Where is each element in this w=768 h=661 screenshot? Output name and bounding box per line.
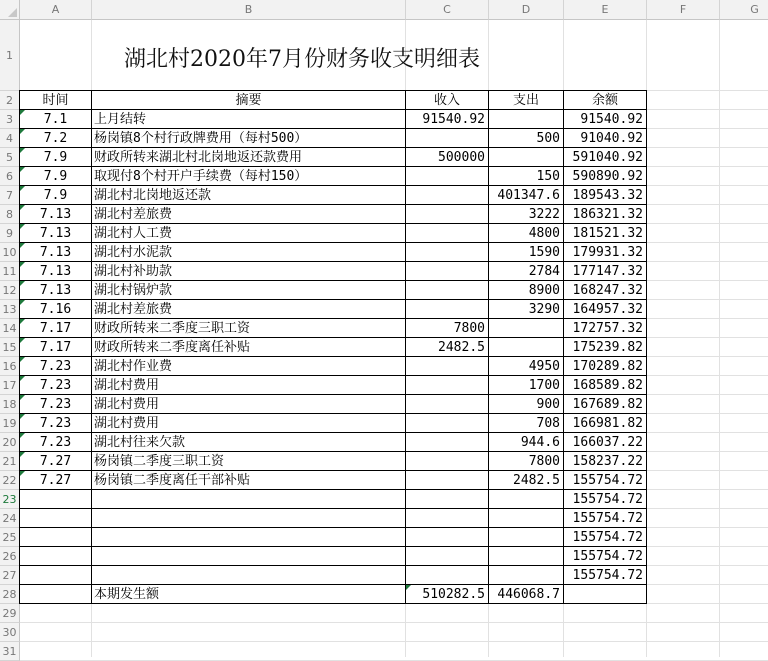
row-header[interactable]: 1 xyxy=(0,20,20,91)
expense-cell[interactable]: 4950 xyxy=(528,359,560,374)
row-header[interactable]: 31 xyxy=(0,642,20,661)
row-header[interactable]: 9 xyxy=(0,224,20,243)
income-cell[interactable]: 2482.5 xyxy=(438,340,485,355)
date-cell[interactable]: 7.16 xyxy=(39,302,72,317)
green-error-marker xyxy=(406,585,411,590)
date-cell[interactable]: 7.23 xyxy=(39,359,72,374)
description-cell[interactable]: 杨岗镇8个村行政牌费用（每村500） xyxy=(94,131,308,146)
balance-cell[interactable]: 155754.72 xyxy=(572,473,643,488)
income-cell[interactable] xyxy=(406,433,488,451)
description-cell[interactable]: 湖北村北岗地返还款 xyxy=(94,188,212,203)
income-cell[interactable] xyxy=(406,376,488,394)
description-cell[interactable]: 湖北村费用 xyxy=(94,378,160,393)
row-header[interactable]: 12 xyxy=(0,281,20,300)
balance-cell[interactable]: 179931.32 xyxy=(572,245,643,260)
row-header[interactable]: 29 xyxy=(0,604,20,623)
income-cell[interactable]: 500000 xyxy=(438,150,485,165)
expense-cell[interactable] xyxy=(489,566,563,584)
expense-cell[interactable] xyxy=(489,319,563,337)
income-cell[interactable] xyxy=(406,395,488,413)
balance-cell[interactable]: 166037.22 xyxy=(572,435,643,450)
header-cell[interactable]: 支出 xyxy=(512,93,539,108)
expense-cell[interactable] xyxy=(489,148,563,166)
gridline xyxy=(719,20,720,657)
description-cell[interactable]: 上月结转 xyxy=(94,112,147,127)
balance-cell[interactable]: 158237.22 xyxy=(572,454,643,469)
header-cell[interactable]: 摘要 xyxy=(235,93,262,108)
income-cell[interactable] xyxy=(406,224,488,242)
green-error-marker xyxy=(20,167,25,172)
green-error-marker xyxy=(20,129,25,134)
date-cell[interactable]: 7.23 xyxy=(39,397,72,412)
income-cell[interactable] xyxy=(406,129,488,147)
row-header[interactable]: 22 xyxy=(0,471,20,490)
description-cell[interactable]: 杨岗镇二季度三职工资 xyxy=(94,454,225,469)
row-header[interactable]: 14 xyxy=(0,319,20,338)
expense-cell[interactable]: 944.6 xyxy=(520,435,560,450)
balance-cell[interactable]: 175239.82 xyxy=(572,340,643,355)
date-cell[interactable] xyxy=(20,566,91,584)
column-header-f[interactable]: F xyxy=(647,0,720,20)
expense-cell[interactable]: 3290 xyxy=(528,302,560,317)
date-cell[interactable]: 7.9 xyxy=(43,150,68,165)
header-cell[interactable]: 余额 xyxy=(591,93,618,108)
green-error-marker xyxy=(20,300,25,305)
row-header[interactable]: 10 xyxy=(0,243,20,262)
row-header[interactable]: 24 xyxy=(0,509,20,528)
green-error-marker xyxy=(20,205,25,210)
date-cell[interactable]: 7.23 xyxy=(39,435,72,450)
date-cell[interactable]: 7.1 xyxy=(43,112,68,127)
balance-cell[interactable]: 168589.82 xyxy=(572,378,643,393)
row-header[interactable]: 8 xyxy=(0,205,20,224)
date-cell[interactable]: 7.23 xyxy=(39,416,72,431)
green-error-marker xyxy=(20,376,25,381)
row-header[interactable]: 20 xyxy=(0,433,20,452)
expense-cell[interactable]: 150 xyxy=(536,169,560,184)
description-cell[interactable] xyxy=(92,490,405,508)
balance-cell[interactable]: 155754.72 xyxy=(572,511,643,526)
description-cell[interactable]: 取现付8个村开户手续费（每村150） xyxy=(94,169,308,184)
balance-cell[interactable]: 155754.72 xyxy=(572,492,643,507)
date-cell[interactable] xyxy=(20,547,91,565)
row-header[interactable]: 17 xyxy=(0,376,20,395)
gridline xyxy=(20,622,768,623)
balance-cell[interactable]: 591040.92 xyxy=(572,150,643,165)
row-header[interactable]: 7 xyxy=(0,186,20,205)
date-cell[interactable]: 7.27 xyxy=(39,473,72,488)
row-header[interactable]: 3 xyxy=(0,110,20,129)
balance-cell[interactable]: 590890.92 xyxy=(572,169,643,184)
date-cell[interactable] xyxy=(20,528,91,546)
balance-cell[interactable]: 167689.82 xyxy=(572,397,643,412)
column-header-e[interactable]: E xyxy=(564,0,647,20)
green-error-marker xyxy=(20,243,25,248)
balance-cell[interactable]: 177147.32 xyxy=(572,264,643,279)
expense-cell[interactable]: 8900 xyxy=(528,283,560,298)
expense-cell[interactable]: 401347.6 xyxy=(497,188,560,203)
income-cell[interactable] xyxy=(406,414,488,432)
description-cell[interactable]: 湖北村人工费 xyxy=(94,226,173,241)
balance-cell[interactable]: 172757.32 xyxy=(572,321,643,336)
date-cell[interactable]: 7.2 xyxy=(43,131,68,146)
income-cell[interactable] xyxy=(406,509,488,527)
table-border xyxy=(19,603,647,604)
balance-cell[interactable]: 91540.92 xyxy=(580,112,643,127)
date-cell[interactable]: 7.13 xyxy=(39,207,72,222)
income-cell[interactable] xyxy=(406,262,488,280)
row-header[interactable]: 30 xyxy=(0,623,20,642)
row-header[interactable]: 19 xyxy=(0,414,20,433)
total-label-cell[interactable]: 本期发生额 xyxy=(94,587,160,602)
row-header[interactable]: 27 xyxy=(0,566,20,585)
description-cell[interactable]: 湖北村费用 xyxy=(94,416,160,431)
date-cell[interactable]: 7.13 xyxy=(39,245,72,260)
expense-cell[interactable] xyxy=(489,528,563,546)
balance-cell[interactable]: 168247.32 xyxy=(572,283,643,298)
description-cell[interactable] xyxy=(92,547,405,565)
balance-cell[interactable]: 189543.32 xyxy=(572,188,643,203)
expense-cell[interactable]: 1700 xyxy=(528,378,560,393)
income-cell[interactable]: 7800 xyxy=(453,321,485,336)
expense-cell[interactable] xyxy=(489,490,563,508)
income-cell[interactable] xyxy=(406,471,488,489)
income-cell[interactable] xyxy=(406,490,488,508)
header-cell[interactable]: 收入 xyxy=(433,93,460,108)
income-cell[interactable] xyxy=(406,566,488,584)
date-cell[interactable]: 7.17 xyxy=(39,321,72,336)
description-cell[interactable]: 湖北村水泥款 xyxy=(94,245,173,260)
description-cell[interactable]: 财政所转来湖北村北岗地返还款费用 xyxy=(94,150,303,165)
balance-cell[interactable]: 181521.32 xyxy=(572,226,643,241)
green-error-marker xyxy=(20,224,25,229)
income-cell[interactable] xyxy=(406,452,488,470)
green-error-marker xyxy=(20,262,25,267)
header-cell[interactable]: 时间 xyxy=(42,93,69,108)
income-cell[interactable] xyxy=(406,528,488,546)
row-header[interactable]: 6 xyxy=(0,167,20,186)
expense-cell[interactable]: 4800 xyxy=(528,226,560,241)
expense-cell[interactable] xyxy=(489,509,563,527)
green-error-marker xyxy=(20,148,25,153)
green-error-marker xyxy=(20,338,25,343)
description-cell[interactable]: 杨岗镇二季度离任干部补贴 xyxy=(94,473,251,488)
green-error-marker xyxy=(20,414,25,419)
expense-cell[interactable] xyxy=(489,547,563,565)
income-cell[interactable]: 91540.92 xyxy=(422,112,485,127)
row-header[interactable]: 5 xyxy=(0,148,20,167)
total-expense-cell[interactable]: 446068.7 xyxy=(497,587,560,602)
description-cell[interactable]: 湖北村差旅费 xyxy=(94,302,173,317)
row-header[interactable]: 13 xyxy=(0,300,20,319)
green-error-marker xyxy=(20,357,25,362)
description-cell[interactable]: 湖北村补助款 xyxy=(94,264,173,279)
income-cell[interactable] xyxy=(406,357,488,375)
row-header[interactable]: 28 xyxy=(0,585,20,604)
row-header[interactable]: 15 xyxy=(0,338,20,357)
description-cell[interactable]: 湖北村差旅费 xyxy=(94,207,173,222)
row-header[interactable]: 2 xyxy=(0,91,20,110)
expense-cell[interactable]: 708 xyxy=(536,416,560,431)
income-cell[interactable] xyxy=(406,547,488,565)
row-header[interactable]: 26 xyxy=(0,547,20,566)
gridline xyxy=(20,641,768,642)
row-header[interactable]: 25 xyxy=(0,528,20,547)
select-all-corner[interactable] xyxy=(0,0,20,20)
row-header[interactable]: 23 xyxy=(0,490,20,509)
balance-cell[interactable]: 91040.92 xyxy=(580,131,643,146)
date-cell[interactable]: 7.9 xyxy=(43,169,68,184)
date-cell[interactable]: 7.23 xyxy=(39,378,72,393)
description-cell[interactable]: 湖北村锅炉款 xyxy=(94,283,173,298)
row-header[interactable]: 21 xyxy=(0,452,20,471)
description-cell[interactable]: 湖北村费用 xyxy=(94,397,160,412)
green-error-marker xyxy=(20,281,25,286)
income-cell[interactable] xyxy=(406,243,488,261)
column-header-d[interactable]: D xyxy=(489,0,564,20)
expense-cell[interactable]: 2482.5 xyxy=(513,473,560,488)
column-header-g[interactable]: G xyxy=(720,0,768,20)
balance-cell[interactable]: 170289.82 xyxy=(572,359,643,374)
balance-cell[interactable]: 186321.32 xyxy=(572,207,643,222)
sheet-title: 湖北村2020年7月份财务收支明细表 xyxy=(124,47,480,72)
income-cell[interactable] xyxy=(406,281,488,299)
date-cell[interactable]: 7.13 xyxy=(39,283,72,298)
income-cell[interactable] xyxy=(406,167,488,185)
row-header[interactable]: 16 xyxy=(0,357,20,376)
date-cell[interactable]: 7.27 xyxy=(39,454,72,469)
green-error-marker xyxy=(20,319,25,324)
description-cell[interactable] xyxy=(92,509,405,527)
balance-cell[interactable]: 166981.82 xyxy=(572,416,643,431)
green-error-marker xyxy=(20,186,25,191)
description-cell[interactable] xyxy=(92,566,405,584)
column-header-b[interactable]: B xyxy=(92,0,406,20)
description-cell[interactable]: 财政所转来二季度三职工资 xyxy=(94,321,251,336)
expense-cell[interactable]: 900 xyxy=(536,397,560,412)
balance-cell[interactable]: 164957.32 xyxy=(572,302,643,317)
balance-cell[interactable]: 155754.72 xyxy=(572,549,643,564)
row-header[interactable]: 11 xyxy=(0,262,20,281)
balance-cell[interactable]: 155754.72 xyxy=(572,568,643,583)
expense-cell[interactable]: 1590 xyxy=(528,245,560,260)
expense-cell[interactable]: 7800 xyxy=(528,454,560,469)
balance-cell[interactable]: 155754.72 xyxy=(572,530,643,545)
description-cell[interactable] xyxy=(92,528,405,546)
green-error-marker xyxy=(20,452,25,457)
total-income-cell[interactable]: 510282.5 xyxy=(422,587,485,602)
expense-cell[interactable]: 3222 xyxy=(528,207,560,222)
column-header-c[interactable]: C xyxy=(406,0,489,20)
description-cell[interactable]: 湖北村往来欠款 xyxy=(94,435,186,450)
description-cell[interactable]: 湖北村作业费 xyxy=(94,359,173,374)
expense-cell[interactable] xyxy=(489,338,563,356)
green-error-marker xyxy=(20,395,25,400)
date-cell[interactable]: 7.9 xyxy=(43,188,68,203)
green-error-marker xyxy=(20,110,25,115)
date-cell[interactable]: 7.13 xyxy=(39,264,72,279)
date-cell[interactable] xyxy=(20,509,91,527)
description-cell[interactable]: 财政所转来二季度离任补贴 xyxy=(94,340,251,355)
income-cell[interactable] xyxy=(406,186,488,204)
green-error-marker xyxy=(20,433,25,438)
date-cell[interactable]: 7.17 xyxy=(39,340,72,355)
row-header[interactable]: 18 xyxy=(0,395,20,414)
expense-cell[interactable] xyxy=(489,110,563,128)
expense-cell[interactable]: 500 xyxy=(536,131,560,146)
date-cell[interactable]: 7.13 xyxy=(39,226,72,241)
date-cell[interactable] xyxy=(20,490,91,508)
income-cell[interactable] xyxy=(406,205,488,223)
row-header[interactable]: 4 xyxy=(0,129,20,148)
income-cell[interactable] xyxy=(406,300,488,318)
green-error-marker xyxy=(20,471,25,476)
column-header-a[interactable]: A xyxy=(20,0,92,20)
expense-cell[interactable]: 2784 xyxy=(528,264,560,279)
